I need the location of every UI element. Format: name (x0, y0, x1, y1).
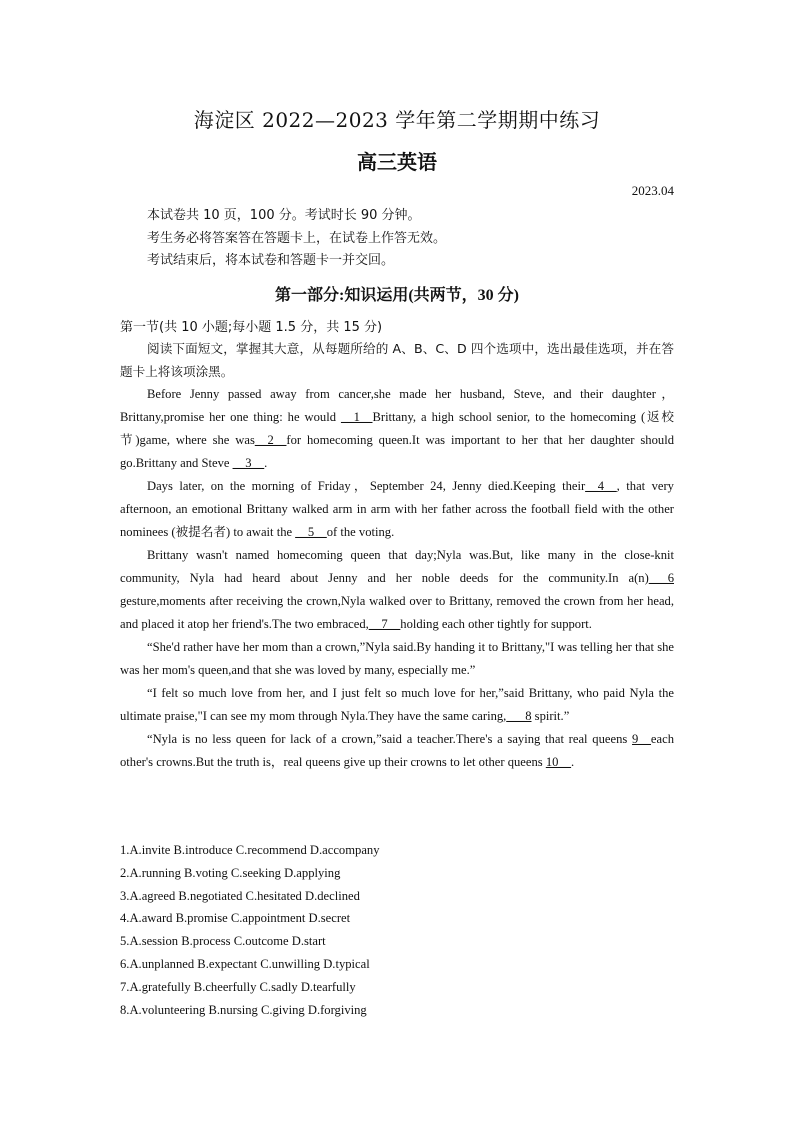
exam-title: 海淀区 2022—2023 学年第二学期期中练习 (193, 108, 601, 132)
paragraph-5 (120, 682, 674, 728)
passage-text: Brittany, a high school senior, to the homecoming (返校节)game, where she was (120, 410, 675, 447)
blank-5: __5__ (295, 525, 327, 539)
passage-text: spirit.” (531, 709, 570, 723)
blank-9: 9__ (632, 732, 651, 746)
paragraph-1 (120, 383, 674, 475)
paragraph-3 (120, 544, 674, 636)
option-line: 4.A.award B.promise C.appointment D.secret (120, 911, 351, 926)
note-line: 本试卷共 10 页，100 分。考试时长 90 分钟。 (147, 208, 421, 223)
blank-4: __4__ (585, 479, 617, 493)
passage-text: Brittany wasn't named homecoming queen that day;Nyla was.But, like many in the close-knit community, Nyla had heard about Jenny and her noble deeds for the community.In a(n) (120, 548, 674, 585)
option-line: 1.A.invite B.introduce C.recommend D.accompany (120, 843, 380, 857)
passage-text: gesture,moments after receiving the crown,Nyla walked over to Brittany, removed the crown from her head, and placed it atop her friend's.The two embraced, (120, 594, 674, 631)
paragraph-2 (120, 475, 674, 544)
passage (120, 337, 674, 774)
blank-8: ___8 (506, 709, 532, 723)
passage-text: Before Jenny passed away from cancer,she made her husband, Steve, and their daughter，Brittany,promise her one thing: he would (120, 387, 674, 424)
blank-6: ___6 (648, 571, 674, 585)
passage-text: . (264, 456, 268, 470)
exam-subject: 高三英语 (357, 150, 437, 174)
blank-1: __1__ (340, 410, 373, 424)
option-line: 6.A.unplanned B.expectant C.unwilling D.typical (120, 956, 370, 971)
blank-3: __3__ (232, 456, 265, 470)
passage-text: . (571, 755, 575, 769)
passage-text: , that very afternoon, an emotional Brittany walked arm in arm with her father across the football field with the other nominees (被提名者) to await the (120, 479, 674, 539)
instruction: 阅读下面短文，掌握其大意，从每题所给的 A、B、C、D 四个选项中，选出最佳选项，并在答题卡上将该项涂黑。 (120, 341, 674, 379)
note-line: 考生务必将答案答在答题卡上，在试卷上作答无效。 (147, 230, 447, 246)
blank-10: 10__ (545, 755, 571, 769)
exam-date: 2023.04 (631, 183, 674, 198)
section-label: 第一节(共 10 小题;每小题 1.5 分，共 15 分) (120, 320, 383, 335)
part-heading: 第一部分:知识运用(共两节，30 分) (275, 287, 519, 304)
exam-notes (147, 205, 446, 273)
blank-7: __7__ (368, 617, 401, 631)
passage-text: each other's crowns.But the truth is，real queens give up their crowns to let other queens (120, 732, 674, 769)
passage-text: of the voting. (326, 525, 395, 539)
options-list (120, 839, 380, 1021)
blank-2: __2__ (254, 433, 287, 447)
option-line: 7.A.gratefully B.cheerfully C.sadly D.tearfully (120, 979, 356, 994)
passage-text: “Nyla is no less queen for lack of a crown,”said a teacher.There's a saying that real queens (147, 732, 633, 746)
passage-text: for homecoming queen.It was important to her that her daughter should go.Brittany and Steve (120, 433, 674, 470)
paragraph-6 (120, 728, 674, 774)
option-line: 8.A.volunteering B.nursing C.giving D.forgiving (120, 1002, 367, 1017)
option-line: 5.A.session B.process C.outcome D.start (120, 934, 326, 949)
passage-text: “I felt so much love from her, and I just felt so much love for her,”said Brittany, who paid Nyla the ultimate praise,"I can see my mom through Nyla.They have the same caring, (120, 686, 674, 723)
option-line: 2.A.running B.voting C.seeking D.applying (120, 865, 341, 880)
paragraph-4: “She'd rather have her mom than a crown,”Nyla said.By handing it to Brittany,"I was telling her that she was her mom's queen,and that she was loved by many, especially me.” (120, 640, 674, 677)
passage-text: holding each other tightly for support. (400, 617, 592, 631)
passage-text: Days later, on the morning of Friday，September 24, Jenny died.Keeping their (147, 479, 586, 493)
option-line: 3.A.agreed B.negotiated C.hesitated D.declined (120, 888, 360, 903)
note-line: 考试结束后，将本试卷和答题卡一并交回。 (147, 253, 395, 268)
